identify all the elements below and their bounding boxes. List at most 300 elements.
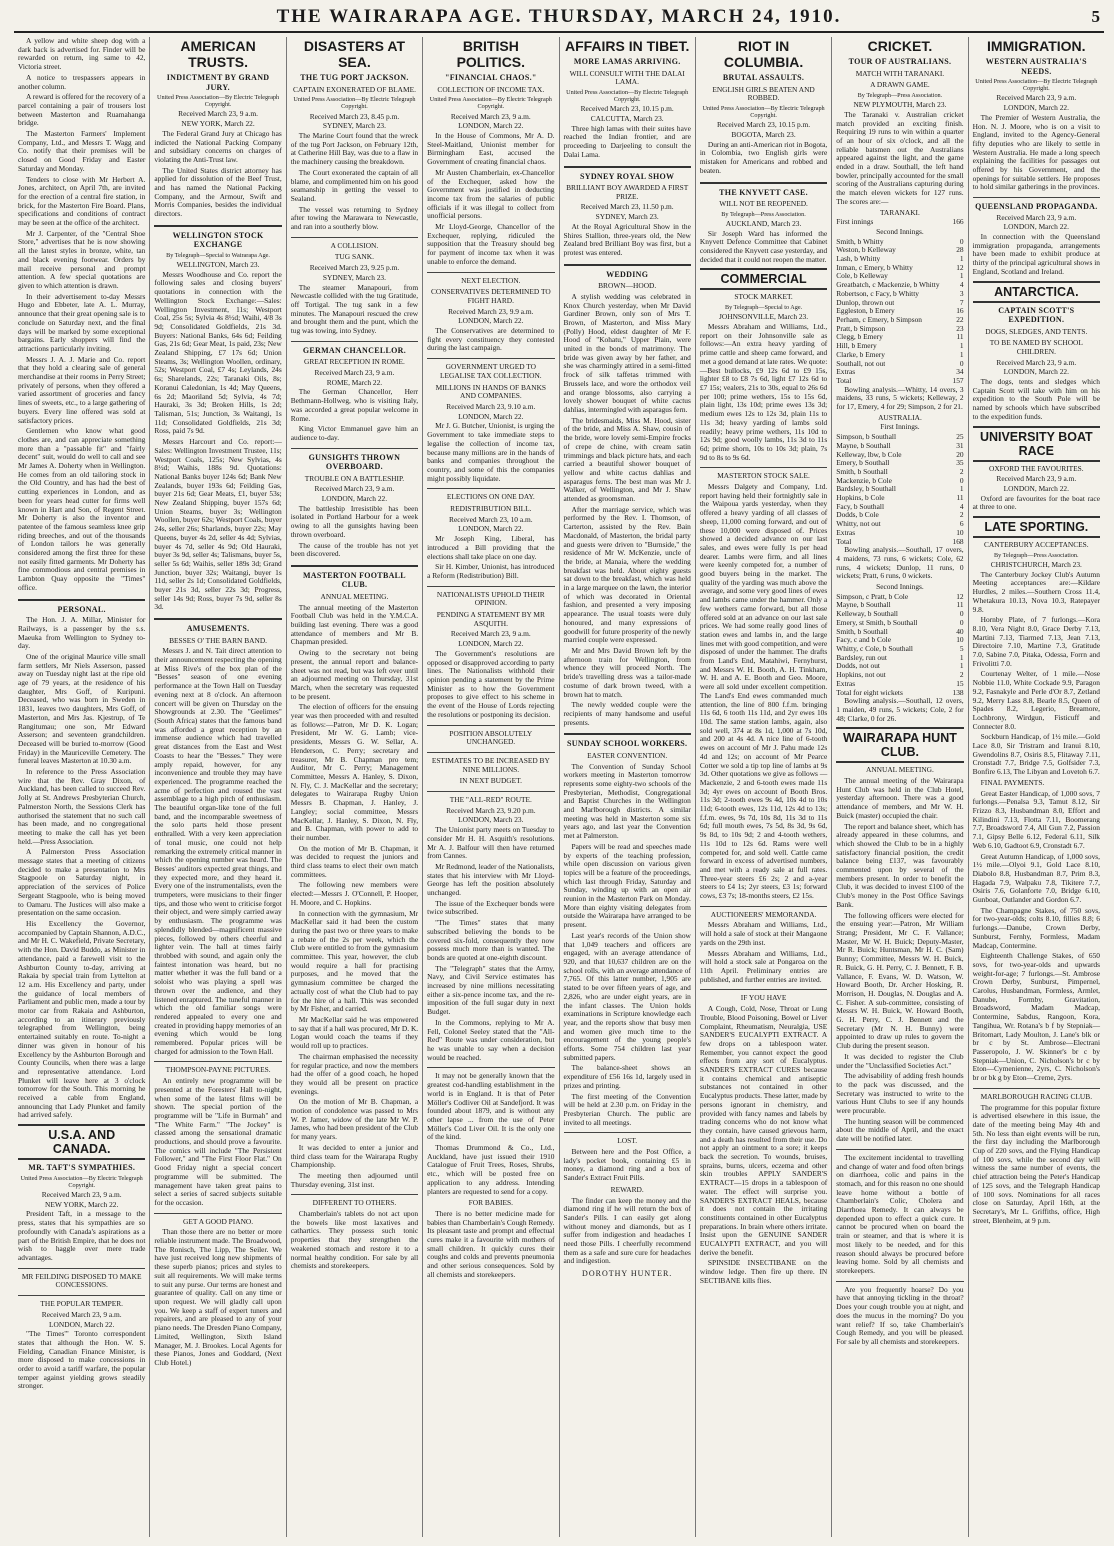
batsman-name: Pratt, b Simpson (836, 324, 886, 333)
feilding-heading: MR FEILDING DISPOSED TO MAKE CONCESSIONS. (21, 1271, 142, 1290)
divider (154, 1213, 281, 1214)
innings-heading: Second Innings. (876, 226, 924, 236)
divider (291, 1194, 418, 1195)
paragraph: Mr J. Carpenter, of the "Central Shoe Store," advertises that he is now showing all the latest styles in bronze, white, tan and black evening footwear. Orders by mail receive personal and prompt attention. A few special quotations are given to which attention is drawn. (18, 228, 146, 290)
article-subheading: STOCK MARKET. (734, 292, 793, 302)
divider (427, 752, 554, 753)
divider (427, 725, 554, 726)
batsman-name: Smith, b Whitty (836, 237, 884, 246)
score-label: Total (836, 376, 852, 385)
divider (564, 733, 691, 735)
batsman-row (836, 368, 963, 377)
dateline-place: NEW YORK, March 22. (181, 119, 255, 129)
paragraph: King Victor Emmanuel gave him an audience to-day. (290, 424, 419, 442)
batsman-runs: 2 (959, 670, 964, 680)
paragraph: The vessel was returning to Sydney after towing the Marawara to Newcastle, and ran into a southerly blow. (290, 204, 419, 232)
dateline-place: LONDON, March 22. (1003, 484, 1069, 493)
article-text: The programme for this popular fixture is advertised elsewhere in this issue, the date of the meeting being May 4th and 5th. No less than eight events will be run, the first day including the Marlborough Cup of 220 sovs, and the Flying Handicap of 100 sovs, while the second day will witness the same number of events, the chief attraction being the Peter's Handicap of 125 sovs, and the Telegraph Handicap of 100 sovs. Nominations for all races close on Saturday, April 16th, at the Secretary's, Mr L. Griffiths, office, High street, Blenheim, at 9 p.m. (972, 1102, 1100, 1225)
article-subheading: BRILLIANT BOY AWARDED A FIRST PRIZE. (566, 183, 689, 201)
divider (427, 586, 554, 587)
batsman-name: Bardsley, run out (836, 653, 887, 662)
paragraph: Mr MacKellar said he was empowered to say that if a hall was procured, Mr D. K. Logan would coach the teams if they would roll up to practices. (290, 1014, 419, 1051)
article-body (291, 132, 418, 232)
article-subheading: ENGLISH GIRLS BEATEN AND ROBBED. (712, 84, 815, 103)
dateline: Received March 23, 9 a.m. (178, 109, 258, 119)
ad-heading: FOR BABIES. (468, 1198, 513, 1208)
ad-signature: DOROTHY HUNTER. (582, 1269, 673, 1279)
article-subheading: CONSERVATIVES DETERMINED TO FIGHT HARD. (430, 287, 551, 305)
article-body (427, 132, 554, 267)
ad-text: Thomas Drummond & Co., Ltd., Auckland, have just issued their 1910 Catalogue of Fruit Trees, Roses, Shrubs, etc., which will be posted free on application to any address. Intending planters are requested to send for a copy. (427, 1143, 555, 1196)
article-subheading: ANNUAL MEETING. (320, 591, 389, 601)
batsman-name: Simpson, b Southall (836, 433, 896, 442)
article-subheading: GREAT RECEPTION IN ROME. (304, 357, 405, 367)
credit-line: United Press Association—By Electric Telegraph Copyright. (156, 94, 280, 109)
article-subheading: BESSES O' THE BARN BAND. (169, 635, 268, 645)
position-heading: POSITION ABSOLUTELY UNCHANGED. (449, 728, 533, 747)
paragraph: A Palmerston Press Association message states that a meeting of citizens decided to make a presentation to Mrs Stagpoole on Saturday night, in appreciation of the services of Police Sergeant Stagpoole, who is being moved to Oamaru. The Justices will also make a presentation on the same occasion. (18, 847, 146, 918)
batsman-name: Robertson, c Facy, b Whitty (836, 289, 919, 298)
dateline: Received March 23, 9 a.m. (314, 484, 395, 494)
batsman-name: Whitty, not out (836, 520, 881, 529)
article-subheading: COLLECTION OF INCOME TAX. (437, 84, 545, 94)
dateline-place: LONDON, March 22. (458, 316, 524, 326)
article-body (973, 571, 1100, 1083)
antarctica-heading: ANTARCTICA. (973, 281, 1100, 303)
batsman-name: Mackenzie, b Cole (836, 476, 892, 485)
batsman-row (836, 360, 963, 369)
disasters-heading: DISASTERS AT SEA. (303, 38, 405, 70)
credit-line: United Press Association—By Electric Telegraph Copyright. (975, 78, 1098, 93)
paragraph: Tenders to close with Mr Herbert A. Jones, architect, on April 7th, are invited for the erection of a central fire station, in brick, for the Masterton Fire Board. Plans, specifications and conditions of contract may be seen at the office of the architect. (18, 174, 146, 228)
dateline-place: CHRISTCHURCH, March 23. (990, 560, 1082, 570)
batsman-row (836, 307, 963, 316)
lost-heading: LOST. (617, 1136, 638, 1146)
paragraph: The Hon. J. A. Millar, Minister for Railways, is a passenger by the s.s. Maeuka from Wellington to Sydney to-day. (18, 615, 146, 651)
article-subheading: MATCH WITH TARANAKI. (855, 68, 945, 78)
local-notices (18, 37, 145, 593)
batsman-row (836, 281, 963, 290)
dateline: Received March 23, 10 a.m. (449, 514, 533, 524)
paragraph: Messrs J. A. J. Marie and Co. report that they hold a clearing sale of general merchandise at their rooms in Perry Street; privately of persons, when they offered a varied assortment of groceries and fancy lines of sweets, etc., to a large gathering of buyers. Every line offered was sold at satisfactory prices. (18, 354, 146, 425)
score-label: Total (836, 537, 852, 546)
batsman-name: Cole, b Kelleway (836, 272, 888, 281)
divider (18, 1268, 145, 1269)
batsman-row (836, 619, 963, 628)
batsman-runs: 40 (956, 626, 964, 636)
paragraph: The chairman emphasised the necessity for regular practice, and now the members had the offer of a good coach, he hoped they would all be present on practice evenings. (290, 1051, 419, 1096)
batsman-name: Weston, b Kelleway (836, 246, 896, 255)
credit-line: By Telegraph—Press Association. (994, 551, 1079, 559)
score-row (836, 218, 963, 227)
paragraph: The battleship Irresistible has been isolated in Portland Harbour for a week owing to all the gunsights having been thrown overboard. (290, 503, 419, 539)
paragraph: Messrs Abraham and Williams, Ltd., will hold a stock sale at Pongaroa on the 11th April. Preliminary entries are published, and further entries are invited. (699, 948, 828, 984)
stock-body (154, 271, 281, 612)
personal-items (18, 616, 145, 1120)
paragraph: FINAL PAYMENTS. (980, 777, 1045, 787)
paragraph: The report and balance sheet, which has already appeared in these columns, and which showed the Club to be in a highly satisfactory financial position, the credit balance being £137, was favourably commented upon by several of the members present. In order to benefit the Club, it was decided to invest £100 of the Club's money in the Post Office Savings Bank. (836, 821, 964, 909)
batsman-row (836, 511, 963, 520)
batsman-row (836, 316, 963, 325)
column-4 (423, 37, 559, 1537)
article-subheading: WILL NOT BE REOPENED. (719, 199, 808, 209)
article-subheading: A DRAWN GAME. (870, 80, 930, 90)
article-subheading: IN NEXT BUDGET. (459, 776, 522, 786)
article-subheading: CAPTAIN SCOTT'S EXPEDITION. (998, 305, 1075, 325)
wedding-heading: WEDDING (606, 269, 649, 279)
dateline-place: ROME, March 22. (326, 377, 383, 387)
paragraph: In their advertisement to-day Messrs Hugo and Ebbeter, late A. L. Murray, announce that their great opening sale is to conclude on Saturday next, and the final days will be marked by some exceptional bargains. Early shoppers will find the attractions particularly inviting. (18, 291, 146, 353)
masthead (14, 6, 1104, 33)
batsman-row (836, 351, 963, 360)
paragraph: The following new members were elected:—Messrs J. O'Connell, P. Hooper, H. Moore, and C. Hopkins. (290, 880, 419, 907)
batsman-runs: 1 (959, 484, 964, 494)
dateline: Received March 23, 9.20 p.m. (446, 805, 536, 815)
ad-text: There is no better medicine made for babies than Chamberlain's Cough Remedy. Its pleasant taste and prompt and effectual cures make it a favourite with mothers of small children. It quickly cures their coughs and colds and prevents pneumonia and other serious consequences. Sold by all chemists and storekeepers. (427, 1208, 555, 1279)
ad-heading: IF YOU HAVE (740, 993, 787, 1003)
article-text: An entirely new programme will be presented at the Foresters' Hall to-night, when some of the latest films will be shown. The special portion of the programme will be "Life in Burmah" and "The White Farm." "The Jockey" is classed among the sensational dramatic productions, and should prove a favourite. The comics will include "The Persistent Follower," and "The First Floor Flat." On Good Friday night a special concert programme will be submitted. The management have taken great pains to select a series of sacred subjects suitable for the occasion. (154, 1076, 282, 1207)
dateline: Received March 23, 9.25 p.m. (309, 263, 400, 273)
bowling-analysis: Bowling analysis.—Whitty, 14 overs, 3 maidens, 33 runs, 5 wickets; Kelleway, 2 for 17, Emery, 4 for 29; Simpson, 2 for 21. (836, 384, 964, 412)
paragraph: One of the original Maurice ville small farm settlers, Mr Niels Asserson, passed away on Tuesday night last at the ripe old age of 79 years, at the residence of his daughter, Mrs Goff, of Kuripuni. Deceased, who was born in Sweden in 1831, leaves two daughters, Mrs Goff, of Masterton, and Mrs Jas. Kjestrup, of Te Rangitumau; one son, Mr Edward Asserson; and seventeen grandchildren. Deceased will be buried to-morrow (Good Friday) in the Mauriceville Cemetery. The funeral leaves Masterton at 10.30 a.m. (18, 651, 146, 766)
article-text: During an anti-American riot in Bogota, in Colombia, two English girls were mistaken for Americans and robbed and beaten. (699, 139, 828, 175)
commercial-heading: COMMERCIAL (700, 268, 827, 290)
divider (154, 1061, 281, 1062)
score-value: 166 (952, 217, 964, 227)
batsman-row (836, 529, 963, 538)
article-text: Messrs Dalgety and Company, Ltd. report having held their fortnightly sale in the Waipoua yards yesterday, when they offered a heavy yarding of all classes of sheep, 11,000 coming forward, and out of these 10,000 were disposed of. Prices showed a decided advance on our last sales, and ewes were fully 1s per head dearer. Lambs were firm, and all lines were keenly competed for, a number of good buyers being in the market. The quality of the yarding was much above the average, and some very good lines of ewes and lambs came under the hammer. Only a few wethers came forward, but all those offered sold at an advance on our last sale prices. We had some really good lines of station ewes and lambs in, and the large lines met with good competition, and were disposed of under the hammer. The drafts from Land's End, Matahiwi, Fernyhurst, and Messrs W. H. Booth, A. H. Tinkham, W. H. and A. E. Booth and Geo. Moore, were all sold under excellent competition. The Land's End ewes commanded much attention, the line of 800 f.f.m. bringing 11s 6d, 6 tooth 11s 11d, and 2yr ewes 10s 10d. The same station lambs, again, also sold well, 374 at 8s 1d, 1,000 at 7s 10d, and 200 at 4s 4d. A nice line of 6-tooth ewes on account of Mr J. Pahu made 12s 4d and 12s; on account of Mr Pearce Cotter we sold a tip top line of lambs at 9s 3d. Other quotations we give as follows —Mackenzie, 2 and 6-tooth ewes made 11s 3d; 4yr ewes on account of Booth Bros. 11s 3d; 2-tooth ewes 9s 4d, 10s 4d to 10s 11d; 6-tooth ewes, 12s 11d, 12s 4d to 13s; f.f.m. ewes, 9s 7d, 10s 8d, 11s 3d to 11s 6d; full mouth ewes, 7s 5d, 8s 3d, 9s 6d, 9s 8d, to 10s 9d; 2 and 4-tooth wethers, 11s 10d to 12s 6d. Rams were well competed for, and sold well. Cattle came forward in excess of advertised numbers, and met with a ready sale at full rates. Three-year steers £6 2s; 2 and a-year steers to £4 1s; 2yr steers, £3 1s; forward cows, £3 7s; 18-months steers, £2 15s. (699, 482, 828, 901)
divider (836, 1149, 963, 1150)
paragraph: "The Times" states that many subscribed believing the bonds to be covered six-fold, consequently they now possess much more than is wanted. The bonds are quoted at one-eighth discount. (427, 918, 555, 962)
racing-club-heading: MARLBOROUGH RACING CLUB. (980, 1091, 1093, 1101)
batsman-runs: 12 (956, 591, 964, 601)
batsman-row (836, 503, 963, 512)
article-subheading: CAPTAIN EXONERATED OF BLAME. (292, 84, 416, 94)
ad-heading: DIFFERENT TO OTHERS. (312, 1198, 397, 1208)
batsman-name: Bardsley, b Southall (836, 485, 896, 494)
paragraph: The Masterton Farmers' Implement Company, Ltd., and Messrs T. Wagg and Co. notify that their premises will be closed on Good Friday and Easter Saturday and Monday. (18, 129, 146, 173)
article-subheading: DOGS, SLEDGES, AND TENTS. (985, 326, 1088, 336)
dateline-place: SYDNEY, March 23. (322, 121, 386, 131)
article-subheading: INDICTMENT BY GRAND JURY. (166, 73, 270, 92)
usa-subheading: MR. TAFT'S SYMPATHIES. (28, 1163, 136, 1173)
elections-heading: ELECTIONS ON ONE DAY. (446, 492, 535, 502)
innings-heading: Second Innings. (876, 582, 924, 592)
masthead-title: THE WAIRARAPA AGE. THURSDAY, MARCH 24, 1910. (276, 6, 842, 27)
article-subheading: TO BE NAMED BY SCHOOL CHILDREN. (989, 338, 1083, 356)
paragraph: The cause of the trouble has not yet been discovered. (290, 540, 419, 559)
batsman-runs: 1 (959, 254, 964, 264)
paragraph: The first meeting of the Convention will be held at 2.30 p.m. on Friday in the Presbyterian Church. The public are invited to all meetings. (563, 1091, 691, 1127)
batsman-row (836, 246, 963, 255)
batsman-row (836, 333, 963, 342)
batsman-runs: 6 (959, 519, 964, 529)
dateline: Received March 23, 9 a.m. (450, 629, 531, 639)
personal-heading: PERSONAL. (57, 604, 106, 614)
hunt-club-heading: WAIRARAPA HUNT CLUB. (836, 727, 963, 763)
paragraph: The hunting season will be commenced about the middle of April, and the exact date will be notified later. (836, 1116, 964, 1144)
batsman-runs: 23 (956, 323, 964, 333)
paragraph: In the House of Commons, Mr A. D. Steel-Maitland, Unionist member for Birmingham East, accused the Government of creating financial chaos. (427, 131, 555, 167)
dateline: Received March 23, 9.9 a.m. (448, 306, 534, 316)
all-red-heading: THE "ALL-RED" ROUTE. (449, 795, 532, 805)
paragraph: A reward is offered for the recovery of a parcel containing a pair of trousers lost between Masterton and Ruamahanga bridge. (18, 92, 146, 128)
dateline: Received March 23, 9 a.m. (996, 93, 1077, 103)
paragraph: A notice to trespassers appears in another column. (18, 72, 146, 91)
dateline-place: JOHNSONVILLE, March 23. (719, 312, 809, 322)
paragraph: A stylish wedding was celebrated in Knox Church yesterday, when Mr David Gardiner Brown, only son of Mrs T. Brown, of Masterton, and Miss Mary (Polly) Hood, eldest daughter of Mr F. Hood of "Kohatu," Upper Plain, were united in the bonds of matrimony. The bride was given away by her father, and she was charmingly attired in a semi-fitted frock of silk taffetas trimmed with Brussels lace, and wore the orthodox veil and orange blossoms, also carrying a lovely shower bouquet of white cactus dahlias, intermingled with asparagus fern. (563, 291, 691, 414)
divider (700, 906, 827, 907)
batsman-name: Clarke, b Emery (836, 350, 885, 359)
batsman-name: Mayne, b Southall (836, 441, 891, 450)
dateline-place: BOGOTA, March 23. (731, 130, 796, 140)
divider (291, 565, 418, 567)
paragraph: The bridesmaids, Miss M. Hood, sister of the bride, and Miss A. Shaw, cousin of the bride, wore lovely semi-Empire frocks of crepe de chine, with cream satin trimmings and black picture hats, and each carried a beautiful shower bouquet of yellow and white cactus dahlias and asparagus ferns. The best man was Mr J. Walker, of Wellington, and Mr J. Shaw attended as groomsman. (563, 415, 691, 504)
paragraph: Courtenay Welter, of 1 mile.—Nose Nobbie 11.0, White Cockade 9.9, Paragon 9.2, Fasnakyle and Perle d'Or 8.7, Zetland 9.2, Merry Lass 8.8, Bearle 8.5, Queen of Spades 8.2, Legerio, Breamore, Lochbrony, Wirdgun, Fisticuff and Connecter 8.0. (972, 669, 1100, 731)
divider (700, 989, 827, 990)
paragraph: Messrs Harcourt and Co. report:—Sales: Wellington Investment Trustee, 11s; Westport Coals, 125s; New Sylvias, 4s 8½d; Waihis, 188s 9d. Quotations: National Banks buyer 124s 6d; Bank New Zealands, buyer 193s 6d; Feilding Gas, buyer 21s 6d; Gear Meats, £1, buyer 53s; New Zealand Shipping, buyer 157s 6d; Union Steams, buyer 3s; Wellington Woollen, buyer 62s; Westport Coals, buyer 24s, seller 26s; Sharlands, buyer 22s; May Queens, buyer 4s 2d, seller 4s 4d; Sylvias, buyer 4s 7d, seller 4s 9d; Old Hauraki, buyer 3s 9d, seller 4s; Talismans, buyer 5s, seller 5s 6d; Waihis, seller 189s 3d; Grand Junction, buyer 32s; Waitangi, buyer 1s 11d, seller 2s 1d; Consolidated Goldfields, buyer 21s 3d, seller 22s 3d; Progress, seller 14s 9d; Ross, buyer 7s 9d, seller 8s 3d. (154, 437, 282, 612)
estimates-heading: ESTIMATES TO BE INCREASED BY NINE MILLIONS. (431, 755, 550, 774)
paragraph: It was decided to register the Club under the "Unclassified Societies Act." (836, 1051, 964, 1070)
dateline: Received March 23, 8.45 p.m. (309, 111, 400, 121)
batsman-runs: 22 (956, 314, 964, 324)
article-body (427, 826, 554, 1062)
dateline-place: NEW YORK, March 22. (45, 1199, 119, 1209)
batsman-row (836, 654, 963, 663)
late-sporting-heading: LATE SPORTING. (973, 516, 1100, 538)
dateline: Received March 23, 9 a.m. (996, 474, 1077, 484)
paragraph: The Court exonerated the captain of all blame, and complimented him on his good seamanship in getting the vessel to Sealand. (290, 167, 419, 203)
innings-heading: First Innings. (880, 422, 920, 432)
batsman-runs: 3 (959, 288, 964, 298)
score-label: First innings (836, 218, 874, 227)
paragraph: In reference to the Press Association wire that the Rev. Gray Dixon, of Auckland, has been called to succeed Rev. Jolly at St. Andrews Presbyterian Church, Palmerston North, the Sessions Clerk has authorised the statement that no such call has been made, and no congregational meeting to make the call has yet been held.—Press Association. (18, 767, 146, 846)
paragraph: Sir H. Kimber, Unionist, has introduced a Reform (Redistribution) Bill. (427, 562, 555, 580)
batsman-row (836, 299, 963, 308)
paragraph: The Federal Grand Jury at Chicago has indicted the National Packing Company and subsidiary concerns on charges of violating the Anti-Trust law. (154, 128, 282, 164)
batsman-name: Eggleston, b Emery (836, 307, 895, 316)
article-text: Messrs Abraham and Williams, Ltd., report on their Johnsonville sale as follows:—An extra heavy yarding of prime cattle and sheep came forward, and met a good demand at late rates. We quote:—Best bullocks, £9 12s 6d to £9 15s, lighter £8 to £8 7s 6d, light £7 12s 6d to £7 15s; vealers, 21s to 30s, equal to 26s 6d per 100; prime wethers, 15s to 15s 6d, plain light, 13s 10d; prime ewes 13s 3d; medium ewes 12s to 12s 3d, plain 11s to 11s 3d; heavy yarding of lambs sold readily; heavy prime wethers, 11s 10d to 12s 9d; good woolly lambs, 11s 3d to 11s 6d; prime shorn, 10s to 10s 3d; plain, 7s 9d to 8s to 9s 6d. (699, 322, 828, 462)
paragraph: Sockburn Handicap, of 1½ mile.—Gold Lace 8.0, Sir Tristram and Iranui 8.10, Gwendolins 8.7, Osiris 8.5, Flitaway 7.11, Cronstadt 7.7, Bridge 7.5, Golfsider 7.3, Bonfire 6.13, The Libyan and Lovetoh 6.7. (972, 732, 1100, 777)
article-subheading: WILL CONSULT WITH THE DALAI LAMA. (569, 68, 685, 87)
batsman-row (836, 680, 963, 689)
dateline-place: AUCKLAND, March 23. (725, 218, 802, 228)
article-text: In connection with the Queensland immigration propaganda, arrangements have been made to exhibit produce at thirty of the principal agricultural shows in England, Scotland and Ireland. (972, 232, 1100, 276)
batsman-row (836, 671, 963, 680)
scorecard (836, 593, 963, 689)
article-text: The steamer Manapouri, from Newcastle collided with the tug Gratitude, off Tortigal. The tug sank in a few minutes. The Manapouri rescued the crew and brought them and the punt, which the tug was towing, into Sydney. (290, 282, 419, 336)
batsman-runs: 0 (959, 617, 964, 627)
dateline: Received March 23, 10.15 p.m. (580, 104, 674, 114)
paragraph: A yellow and white sheep dog with a dark back is advertised for. Finder will be rewarded on return, ing same to 42, Victoria street. (18, 37, 146, 72)
divider (427, 791, 554, 792)
paragraph: In connection with the gymnasium, Mr MacKellar said it had been the custom during the past two or three years to make a rebate of the 2s per week, which the Club were entitled to from the gymnasium committee. This year, however, the club would require a hall for practising purposes, and he moved that the gymnasium committee be charged the actually cost of what the Club had to pay for the hire of a hall. This was seconded by Mr Fisher, and carried. (290, 908, 419, 1014)
batsman-name: Dunlop, thrown out (836, 298, 895, 307)
paragraph: Last year's records of the Union show that 1,049 teachers and officers are engaged, with an average attendance of 920, and that 10,637 children are on the school rolls, with an average attendance of 7,765. Of this latter number, 1,905 are stated to be over fifteen years of age, and 2,826, who are under eight years, are in the infant classes. The Union holds examinations in Scripture knowledge each year, and the reports show that busy men and women give much time to the encouragement of the young people's efforts. Some 754 children last year submitted papers. (563, 930, 691, 1062)
batsman-row (836, 255, 963, 264)
stock-exchange-heading: WELLINGTON STOCK EXCHANGE (172, 230, 264, 250)
paragraph: Messrs J. and N. Tait direct attention to their announcement respecting the opening at Miss Rive's of the box plan of the "Besses" season of one evening performance at the Town Hall on Tuesday evening next at 8 o'clock. An afternoon concert will be given on Thursday on the Showgrounds at 2.30. The "Geelimes" (South Africa) states that the famous band was afforded a great reception by an immense audience which had travelled great distances from the East and West Coasts to hear the "Besses." They were amply repaid, however, for any inconvenience and trouble they may have experienced. The programme reached the acme of perfection and roused the vast assemblage to a high pitch of enthusiasm. The beautiful organ-like tone of the full band, and the incomparable sweetness of the solo parts held those present enthralled. With a very keen appreciation of tonal music, one could not help remarking the extremely critical manner in which the opening number was heard. The Besses' auditors expected great things, and they expected more, and they heard it. Every one of the instrumentalists, even the trumpeters, were musicians to their finger tips, and those who went to criticise forgot their object, and were simply carried away by enthusiasm. The programme was splendidly blended—magnificent massive pieces, followed by others cheerful and lighter vein. The hall at times fairly throbbed with sound, and again only the faintest intonation was heard, but no matter whether it was the full band or a soloist who was playing a spell was thrown over the audience, and they listened enraptured. The tuneful manner in which the old familiar songs were rendered appealed to every one and created in providing happy memories of an evening which would be long remembered. Popular prices will be charged for admission to the Town Hall. (154, 646, 282, 1056)
batsman-runs: 11 (956, 493, 964, 503)
divider (18, 599, 145, 601)
american-trusts-heading: AMERICAN TRUSTS. (180, 38, 256, 70)
divider (564, 166, 691, 168)
article-body (291, 604, 418, 1190)
divider (18, 1295, 145, 1296)
paragraph: The advisability of adding fresh hounds to the pack was discussed, and the Secretary was instructed to write to the various Hunt Clubs to see if any hounds were procurable. (836, 1071, 964, 1116)
divider (291, 448, 418, 449)
column-6 (696, 37, 832, 1537)
auctioneers-heading: AUCTIONEERS' MEMORANDA. (710, 909, 817, 919)
dateline: Received March 23, 9 a.m. (450, 111, 531, 121)
batsman-runs: 2 (959, 466, 964, 476)
paragraph: Mr and Mrs David Brown left by the afternoon train for Wellington, from whence they will proceed North. The bride's travelling dress was a tailor-made costume of dark brown tweed, with a brown hat to match. (563, 645, 691, 699)
credit-line: By Telegraph—Press Association. (857, 91, 943, 99)
divider (291, 341, 418, 342)
stock-sale-heading: MASTERTON STOCK SALE. (717, 471, 810, 481)
dateline-place: LONDON, March 22. (458, 524, 524, 534)
sunday-school-heading: SUNDAY SCHOOL WORKERS. (567, 739, 688, 749)
batsman-runs: 0 (959, 236, 964, 246)
paragraph: The annual meeting of the Wairarapa Hunt Club was held in the Club Hotel, yesterday afternoon. There was a good attendance of members, and Mr W. H. Buick (master) occupied the chair. (836, 776, 964, 820)
paragraph: Mr Redmond, leader of the Nationalists, states that his interview with Mr Lloyd-George has left the position absolutely unchanged. (427, 861, 555, 898)
batsman-name: Clegg, b Emery (836, 333, 883, 342)
batsman-name: Hopkins, not out (836, 671, 886, 680)
column-5 (560, 37, 696, 1537)
article-text: "The Times'" Toronto correspondent states that although the Hon. W. S. Fielding, Canadian Finance Minister, is more disposed to make concessions in order to avoid a tariff warfare, the popular temper against yielding grows steadily stronger. (18, 1329, 146, 1391)
batsman-runs: 4 (959, 280, 964, 290)
nationalists-heading: NATIONALISTS UPHOLD THEIR OPINION. (436, 589, 545, 608)
batsman-row (836, 636, 963, 645)
paragraph: The Marine Court found that the wreck of the tug Port Jackson, on February 12th, at Catherine Hill Bay, was due to a flaw in the machinery causing the breakdown. (290, 131, 419, 167)
batsman-runs: 0 (959, 475, 964, 485)
team-heading: AUSTRALIA. (878, 412, 922, 422)
credit-line: By Telegraph—Special to Wairarapa Age. (166, 251, 270, 259)
article-body (836, 777, 963, 1144)
batsman-runs: 0 (959, 358, 964, 368)
column-8 (969, 37, 1104, 1537)
dateline-place: LONDON, March 22. (1003, 222, 1069, 232)
paragraph: The issue of the Exchequer bonds were twice subscribed. (427, 898, 555, 917)
batsman-row (836, 290, 963, 299)
article-subheading: THE TUG PORT JACKSON. (300, 73, 409, 82)
batsman-name: Lash, b Whitty (836, 255, 881, 264)
dateline-place: LONDON, March 22. (458, 639, 524, 649)
divider (700, 182, 827, 184)
batsman-name: Extras (836, 528, 856, 537)
batsman-runs: 10 (956, 635, 964, 645)
tibet-heading: AFFAIRS IN TIBET. (564, 38, 690, 54)
paragraph: The United States district attorney has applied for dissolution of the Beef Trust, and has named the National Packing Company, and the Armour, Swift and Morris Companies, besides the individual directors. (154, 165, 282, 219)
article-body (700, 921, 827, 984)
article-subheading: TOUR OF AUSTRALIANS. (848, 57, 952, 66)
dateline: Received March 23, 11.50 p.m. (580, 202, 674, 212)
collision-heading: A COLLISION. (330, 240, 379, 250)
score-value: 138 (952, 687, 964, 697)
credit-line: United Press Association—By Electric Telegraph Copyright. (429, 96, 552, 111)
dateline-place: SYDNEY, March 23. (595, 212, 659, 222)
article-subheading: MILLIONS IN HANDS OF BANKS AND COMPANIES. (435, 382, 547, 401)
batsman-runs: 25 (956, 432, 964, 442)
article-subheading: MORE LAMAS ARRIVING. (573, 57, 681, 66)
paragraph: His Excellency the Governor, accompanied by Captain Shannon, A.D.C., and Mr H. C. Wakefield, Private Secretary, with the Hon. David Buddo, as Minister in attendance, paid a farewell visit to the Ashburton County to-day, arriving at Rakaia by special train from Lyttelton at 12 a.m. His Excellency and party, under the guidance of local members of Parliament and public men, made a tour by motor car from Rakaia and Ashburton, according to an itinerary previously telegraphed from Wellington, being entertained suitably en route. To-night a dinner was given in honour of his Excellency by the Ashburton Borough and County Councils, when there was a large and representative attendance. Lord Plunket will leave here at 3 o'clock tomorrow for the South. This morning he received a cable from England, announcing that Lady Plunket and family had arrived safely. (18, 919, 146, 1120)
credit-line: United Press Association—By Electric Telegraph Copyright. (702, 104, 825, 120)
ad-text: It may not be generally known that the greatest cod-handling establishment in the world is in England. It is that of Peter Möller's Codliver Oil at Sandefjord. It was founded about 1879, and is without any other lapse ... from the use of Peter Möller's Cod Liver Oil. It is the only one of the kind. (427, 1071, 555, 1142)
divider (427, 1067, 554, 1068)
paragraph: On the motion of Mr B. Chapman, it was decided to request the juniors and third class teams to elect their own match committees. (290, 843, 419, 879)
article-body (154, 130, 281, 219)
article-body (291, 505, 418, 559)
article-text: The Government's resolutions are opposed or disapproved according to party lines. The Nationalists withhold their opinion pending a statement by the Prime Minister as to how the Government proposes to give effect to his scheme in the event of the House of Lords rejecting the resolutions or postponing its decision. (427, 648, 555, 719)
batsman-runs: 0 (959, 609, 964, 619)
batsman-row (836, 477, 963, 486)
batsman-row (836, 485, 963, 494)
paragraph: The German Chancellor, Herr Bethmann-Hollweg, who is visiting Italy, was accorded a great popular welcome in Rome. (290, 387, 419, 423)
dateline-place: LONDON, March 22. (1003, 367, 1069, 377)
batsman-runs: 7 (959, 297, 964, 307)
article-text: Sir Joseph Ward has informed the Knyvett Defence Committee that Cabinet considered the Knyvett case yesterday, and decided that it could not reopen the matter. (699, 228, 828, 264)
usa-canada-heading: U.S.A. AND CANADA. (18, 1124, 145, 1160)
article-subheading: REDISTRIBUTION BILL. (450, 504, 532, 514)
credit-line: By Telegraph—Press Association. (721, 210, 806, 218)
paragraph: The meeting then adjourned until Thursday evening, 31st inst. (290, 1170, 419, 1189)
dateline-place: WELLINGTON, March 23. (176, 260, 260, 270)
dateline-place: LONDON, March 22. (1003, 103, 1069, 113)
batsman-runs: 1 (959, 341, 964, 351)
team-heading: TARANAKI. (880, 207, 920, 217)
batsman-runs: 1 (959, 661, 964, 671)
divider (973, 1088, 1100, 1089)
ad-text: SPINSIDE INSECTIBANE on the window ledge. Then fire up there. IN SECTIBANE kills flies. (699, 1258, 828, 1285)
batsman-row (836, 325, 963, 334)
bowling-analysis: Bowling analysis.—Southall, 12 overs, 1 maiden, 49 runs, 5 wickets; Cole, 2 for 48; Clarke, 0 for 26. (836, 696, 964, 723)
article-subheading: TROUBLE ON A BATTLESHIP. (304, 473, 405, 483)
paragraph: The election of officers for the ensuing year was then proceeded with and resulted as follows:—Patron, Mr D. K. Logan; President, Mr W. G. Lamb; vice-presidents, Messrs G. W. Sellar, A. Henderson, C. Perry; secretary and treasurer, Mr B. Chapman pro tem; Auditor, Mr C. Perry; Management Committee, Messrs A. Hanley, S. Dixon, N. Fly, C. J. MacKellar and the secretary; delegates to Wairarapa Rugby Union Messrs B. Chapman, J. Hanley, J. Langley; social committee, Messrs MacKellar, J. Hanley, S. Dixon, N. Fly, and B. Chapman, with power to add to their number. (290, 702, 419, 842)
divider (973, 197, 1100, 198)
paragraph: The Unionist party meets on Tuesday to consider Mr H. H. Asquith's resolutions. Mr A. J. Balfour will then have returned from Cannes. (427, 825, 555, 861)
article-subheading: OXFORD THE FAVOURITES. (988, 463, 1084, 473)
batsman-name: Facy, c and b Cole (836, 636, 891, 645)
amusements-heading: AMUSEMENTS. (186, 624, 250, 634)
credit-line: United Press Association—By Electric Telegraph Copyright. (566, 88, 689, 104)
article-subheading: CANTERBURY ACCEPTANCES. (983, 540, 1089, 550)
dateline: Received March 23, 9 a.m. (41, 1309, 122, 1319)
paragraph: In the Commons, replying to Mr A. Fell, Colonel Seeley stated that the "All-Red" Route was under consideration, but he was unable to say when a decision would be reached. (427, 1017, 555, 1062)
article-body (291, 388, 418, 442)
next-election-heading: NEXT ELECTION. (461, 275, 521, 285)
paragraph: Messrs Woodhouse and Co. report the following sales and closing buyers' quotations in connection with the Wellington Stock Exchange:—Sales: Wellington Investment, 11s; Westport Coal, 25s 5s; Sylvia 4s 8½d; Waihi, 4/8 3s 9d; Consolidated Goldfields, 21s 3d. Buyers: National Banks, 64s 6d; Feilding Gas, 21s 6d; Gear Meat, 1s paid, 23s; New Zealand Shipping, £7 17s 6d; Union Steams, 3s; Wellington Woollen, ordinary, 52s; Westport Coal, £7 4s; Leylands, 24s 6s; Sharelands, 22s; Taranaki Oils, 8s; Koranui Caledonian, 1s 4d; May Queens, 6s 2d; Maoriland 5d; Sylvia, 4s 7d; Hauraki, 3s 3d; Broken Hills, 1s 2d; Talisman, 51s; Junction, 3s Waitangi, 1s 11d; Consolidated Goldfields, 21s 3d; Ross, paid 7s 9d. (154, 269, 282, 436)
batsman-row (836, 451, 963, 460)
divider (154, 618, 281, 620)
piano-ad-heading: GET A GOOD PIANO. (183, 1216, 254, 1226)
paragraph: The newly wedded couple were the recipients of many handsome and useful presents. (563, 700, 691, 727)
ad-text: Are you frequently hoarse? Do you have that annoying tickling in the throat? Does your cough trouble you at night, and does the mucus in the morning? Do you want relief? If so, take Chamberlain's Cough Remedy, and you will be pleased. For sale by all chemists and storekeepers. (836, 1284, 964, 1346)
batsman-runs: 1 (959, 652, 964, 662)
article-text: The Taranaki v. Australian cricket match provided an exciting finish. Requiring 19 runs to win within a quarter of an hour of six o'clock, and all the reliable batsmen out the Australians appeared against the light, and the game ended in a draw. Southall, the left hand bowler, principally accounted for the small scoring of the Australians capturing during the match eleven wickets for 127 runs. The scores are:— (836, 109, 964, 206)
paragraph: Messrs Abraham and Williams, Ltd., will hold a sale of stock at their Mangaone yards on the 29th inst. (699, 920, 828, 947)
batsman-row (836, 628, 963, 637)
dateline: Received March 23, 9 a.m. (996, 357, 1077, 367)
article-subheading: ANNUAL MEETING. (866, 765, 934, 775)
dateline: Received March 23, 9.10 a.m. (446, 402, 536, 411)
batsman-runs: 11 (956, 332, 964, 342)
paragraph: The annual meeting of the Masterton Football Club was held in the Y.M.C.A. building last evening. There was a good attendance of members and Mr B. Chapman presided. (290, 602, 419, 647)
paragraph: Mr Lloyd-George, Chancellor of the Exchequer, replying, ridiculed the supposition that the Treasury should beg for payment of income tax when it was unable to enforce the demand. (427, 222, 555, 266)
article-text: President Taft, in a message to the press, states that his sympathies are so profoundly with Canada's aspirations as a part of the British Empire, that he does not wish to haggle over mere trade advantages. (18, 1209, 146, 1262)
batsman-name: Perham, c Emery, b Simpson (836, 315, 922, 324)
scorecard (836, 238, 963, 377)
credit-line: By Telegraph—Special to Age. (725, 304, 803, 312)
